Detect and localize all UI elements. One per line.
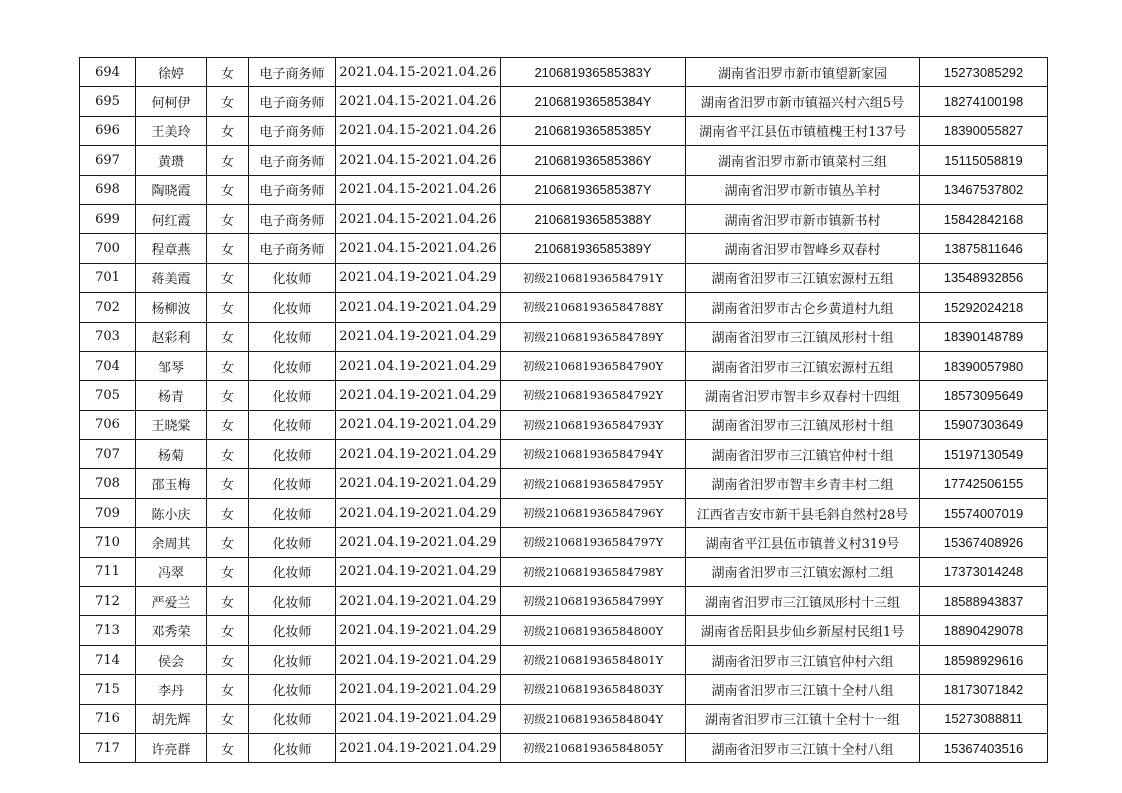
row-number: 717 [80,733,136,762]
trainee-name: 杨柳波 [136,293,207,322]
trainee-name: 徐婷 [136,58,207,87]
row-number: 700 [80,234,136,263]
trainee-sex: 女 [207,322,249,351]
training-period: 2021.04.19-2021.04.29 [336,410,501,439]
training-period: 2021.04.19-2021.04.29 [336,381,501,410]
row-number: 708 [80,469,136,498]
phone-number: 15273085292 [920,58,1048,87]
occupation: 化妆师 [249,704,336,733]
training-period: 2021.04.19-2021.04.29 [336,557,501,586]
trainee-name: 邓秀荣 [136,616,207,645]
trainee-name: 程章燕 [136,234,207,263]
phone-number: 18274100198 [920,87,1048,116]
trainee-sex: 女 [207,616,249,645]
certificate-number: 初级210681936584788Y [501,293,686,322]
certificate-number: 初级210681936584800Y [501,616,686,645]
occupation: 化妆师 [249,351,336,380]
home-address: 湖南省汨罗市三江镇凤形村十组 [686,322,920,351]
phone-number: 15115058819 [920,146,1048,175]
table-row [80,440,1048,469]
training-period: 2021.04.19-2021.04.29 [336,675,501,704]
trainee-sex: 女 [207,645,249,674]
trainee-sex: 女 [207,733,249,762]
phone-number: 18573095649 [920,381,1048,410]
certificate-number: 初级210681936584790Y [501,351,686,380]
occupation: 化妆师 [249,410,336,439]
trainee-name: 何红霞 [136,204,207,233]
trainee-sex: 女 [207,234,249,263]
home-address: 湖南省汨罗市古仑乡黄道村九组 [686,293,920,322]
training-period: 2021.04.15-2021.04.26 [336,87,501,116]
phone-number: 18390057980 [920,351,1048,380]
occupation: 化妆师 [249,293,336,322]
table-row [80,528,1048,557]
home-address: 湖南省汨罗市三江镇凤形村十组 [686,410,920,439]
table-row [80,58,1048,87]
occupation: 电子商务师 [249,234,336,263]
trainee-name: 侯会 [136,645,207,674]
home-address: 湖南省汨罗市新市镇福兴村六组5号 [686,87,920,116]
home-address: 湖南省汨罗市三江镇宏源村二组 [686,557,920,586]
training-period: 2021.04.15-2021.04.26 [336,116,501,145]
row-number: 714 [80,645,136,674]
row-number: 695 [80,87,136,116]
row-number: 702 [80,293,136,322]
trainee-sex: 女 [207,557,249,586]
row-number: 707 [80,440,136,469]
phone-number: 18390055827 [920,116,1048,145]
certificate-number: 初级210681936584796Y [501,498,686,527]
training-period: 2021.04.19-2021.04.29 [336,322,501,351]
certificate-number: 210681936585384Y [501,87,686,116]
table-row [80,351,1048,380]
occupation: 化妆师 [249,498,336,527]
phone-number: 15842842168 [920,204,1048,233]
occupation: 化妆师 [249,528,336,557]
trainee-name: 许亮群 [136,733,207,762]
trainee-name: 邹琴 [136,351,207,380]
training-period: 2021.04.19-2021.04.29 [336,263,501,292]
trainee-sex: 女 [207,381,249,410]
trainee-sex: 女 [207,146,249,175]
table-row [80,175,1048,204]
home-address: 湖南省汨罗市新市镇菜村三组 [686,146,920,175]
home-address: 湖南省汨罗市新市镇丛羊村 [686,175,920,204]
phone-number: 17373014248 [920,557,1048,586]
trainee-name: 王晓棠 [136,410,207,439]
trainee-name: 黄瓒 [136,146,207,175]
certificate-number: 210681936585389Y [501,234,686,263]
home-address: 湖南省汨罗市智丰乡双春村十四组 [686,381,920,410]
phone-number: 13467537802 [920,175,1048,204]
certificate-number: 210681936585386Y [501,146,686,175]
training-period: 2021.04.19-2021.04.29 [336,704,501,733]
trainee-name: 王美玲 [136,116,207,145]
occupation: 化妆师 [249,645,336,674]
training-period: 2021.04.15-2021.04.26 [336,234,501,263]
training-period: 2021.04.19-2021.04.29 [336,469,501,498]
trainee-sex: 女 [207,704,249,733]
phone-number: 15197130549 [920,440,1048,469]
certificate-number: 初级210681936584794Y [501,440,686,469]
roster-body [80,58,1048,763]
home-address: 湖南省汨罗市三江镇十全村十一组 [686,704,920,733]
phone-number: 18890429078 [920,616,1048,645]
trainee-name: 李丹 [136,675,207,704]
row-number: 705 [80,381,136,410]
table-row [80,557,1048,586]
trainee-sex: 女 [207,675,249,704]
occupation: 化妆师 [249,322,336,351]
trainee-sex: 女 [207,440,249,469]
row-number: 703 [80,322,136,351]
training-period: 2021.04.19-2021.04.29 [336,351,501,380]
occupation: 电子商务师 [249,175,336,204]
table-row [80,381,1048,410]
phone-number: 15367408926 [920,528,1048,557]
occupation: 电子商务师 [249,146,336,175]
occupation: 电子商务师 [249,58,336,87]
occupation: 化妆师 [249,616,336,645]
occupation: 化妆师 [249,587,336,616]
row-number: 704 [80,351,136,380]
certificate-number: 初级210681936584804Y [501,704,686,733]
row-number: 698 [80,175,136,204]
phone-number: 15574007019 [920,498,1048,527]
trainee-sex: 女 [207,116,249,145]
trainee-name: 严爱兰 [136,587,207,616]
home-address: 湖南省汨罗市三江镇官仲村六组 [686,645,920,674]
training-period: 2021.04.19-2021.04.29 [336,645,501,674]
phone-number: 13548932856 [920,263,1048,292]
training-period: 2021.04.15-2021.04.26 [336,146,501,175]
row-number: 706 [80,410,136,439]
home-address: 湖南省汨罗市智丰乡青丰村二组 [686,469,920,498]
occupation: 化妆师 [249,733,336,762]
phone-number: 17742506155 [920,469,1048,498]
table-row [80,616,1048,645]
certificate-number: 初级210681936584805Y [501,733,686,762]
occupation: 化妆师 [249,440,336,469]
trainee-name: 杨青 [136,381,207,410]
trainee-sex: 女 [207,175,249,204]
phone-number: 18588943837 [920,587,1048,616]
trainee-sex: 女 [207,87,249,116]
trainee-sex: 女 [207,263,249,292]
phone-number: 15273088811 [920,704,1048,733]
trainee-name: 余周其 [136,528,207,557]
phone-number: 18390148789 [920,322,1048,351]
home-address: 湖南省汨罗市新市镇望新家园 [686,58,920,87]
trainee-sex: 女 [207,410,249,439]
table-row [80,704,1048,733]
certificate-number: 初级210681936584798Y [501,557,686,586]
phone-number: 18598929616 [920,645,1048,674]
certificate-number: 初级210681936584792Y [501,381,686,410]
home-address: 湖南省汨罗市三江镇官仲村十组 [686,440,920,469]
table-row [80,645,1048,674]
occupation: 化妆师 [249,675,336,704]
trainee-sex: 女 [207,469,249,498]
home-address: 湖南省汨罗市三江镇十全村八组 [686,675,920,704]
table-row [80,587,1048,616]
occupation: 电子商务师 [249,116,336,145]
occupation: 化妆师 [249,557,336,586]
trainee-name: 陶晓霞 [136,175,207,204]
certificate-number: 210681936585385Y [501,116,686,145]
row-number: 697 [80,146,136,175]
table-row [80,733,1048,762]
training-period: 2021.04.19-2021.04.29 [336,293,501,322]
row-number: 711 [80,557,136,586]
phone-number: 15367403516 [920,733,1048,762]
trainee-sex: 女 [207,498,249,527]
table-row [80,204,1048,233]
training-period: 2021.04.19-2021.04.29 [336,498,501,527]
table-row [80,87,1048,116]
certificate-number: 初级210681936584795Y [501,469,686,498]
occupation: 电子商务师 [249,204,336,233]
phone-number: 15907303649 [920,410,1048,439]
table-row [80,234,1048,263]
row-number: 716 [80,704,136,733]
home-address: 湖南省汨罗市三江镇宏源村五组 [686,351,920,380]
row-number: 694 [80,58,136,87]
home-address: 湖南省汨罗市三江镇凤形村十三组 [686,587,920,616]
home-address: 湖南省汨罗市三江镇十全村八组 [686,733,920,762]
row-number: 715 [80,675,136,704]
home-address: 湖南省平江县伍市镇普义村319号 [686,528,920,557]
trainee-name: 陈小庆 [136,498,207,527]
trainee-name: 何柯伊 [136,87,207,116]
trainee-name: 蒋美霞 [136,263,207,292]
training-period: 2021.04.19-2021.04.29 [336,528,501,557]
certificate-number: 210681936585387Y [501,175,686,204]
phone-number: 15292024218 [920,293,1048,322]
trainee-name: 赵彩利 [136,322,207,351]
home-address: 湖南省平江县伍市镇植槐王村137号 [686,116,920,145]
trainee-name: 杨菊 [136,440,207,469]
training-period: 2021.04.15-2021.04.26 [336,175,501,204]
certificate-number: 初级210681936584793Y [501,410,686,439]
trainee-name: 胡先辉 [136,704,207,733]
row-number: 712 [80,587,136,616]
trainee-sex: 女 [207,351,249,380]
certificate-number: 初级210681936584789Y [501,322,686,351]
occupation: 化妆师 [249,381,336,410]
row-number: 696 [80,116,136,145]
trainee-name: 邵玉梅 [136,469,207,498]
certificate-number: 210681936585383Y [501,58,686,87]
trainee-sex: 女 [207,293,249,322]
training-period: 2021.04.19-2021.04.29 [336,440,501,469]
row-number: 701 [80,263,136,292]
table-row [80,322,1048,351]
row-number: 713 [80,616,136,645]
certificate-number: 初级210681936584791Y [501,263,686,292]
training-period: 2021.04.19-2021.04.29 [336,616,501,645]
certificate-number: 初级210681936584799Y [501,587,686,616]
occupation: 化妆师 [249,469,336,498]
training-period: 2021.04.19-2021.04.29 [336,733,501,762]
row-number: 709 [80,498,136,527]
home-address: 湖南省汨罗市三江镇宏源村五组 [686,263,920,292]
certificate-number: 210681936585388Y [501,204,686,233]
trainee-sex: 女 [207,587,249,616]
table-row [80,116,1048,145]
table-row [80,469,1048,498]
home-address: 湖南省汨罗市新市镇新书村 [686,204,920,233]
trainee-name: 冯翠 [136,557,207,586]
certificate-number: 初级210681936584797Y [501,528,686,557]
row-number: 699 [80,204,136,233]
trainee-sex: 女 [207,58,249,87]
occupation: 电子商务师 [249,87,336,116]
certificate-number: 初级210681936584801Y [501,645,686,674]
phone-number: 13875811646 [920,234,1048,263]
home-address: 江西省吉安市新干县毛斜自然村28号 [686,498,920,527]
home-address: 湖南省岳阳县步仙乡新屋村民组1号 [686,616,920,645]
training-period: 2021.04.19-2021.04.29 [336,587,501,616]
trainee-sex: 女 [207,204,249,233]
table-row [80,146,1048,175]
training-period: 2021.04.15-2021.04.26 [336,58,501,87]
table-row [80,410,1048,439]
table-row [80,263,1048,292]
table-row [80,293,1048,322]
home-address: 湖南省汨罗市智峰乡双春村 [686,234,920,263]
trainee-roster-table [79,57,1048,763]
training-period: 2021.04.15-2021.04.26 [336,204,501,233]
table-row [80,675,1048,704]
occupation: 化妆师 [249,263,336,292]
phone-number: 18173071842 [920,675,1048,704]
trainee-sex: 女 [207,528,249,557]
table-row [80,498,1048,527]
row-number: 710 [80,528,136,557]
certificate-number: 初级210681936584803Y [501,675,686,704]
